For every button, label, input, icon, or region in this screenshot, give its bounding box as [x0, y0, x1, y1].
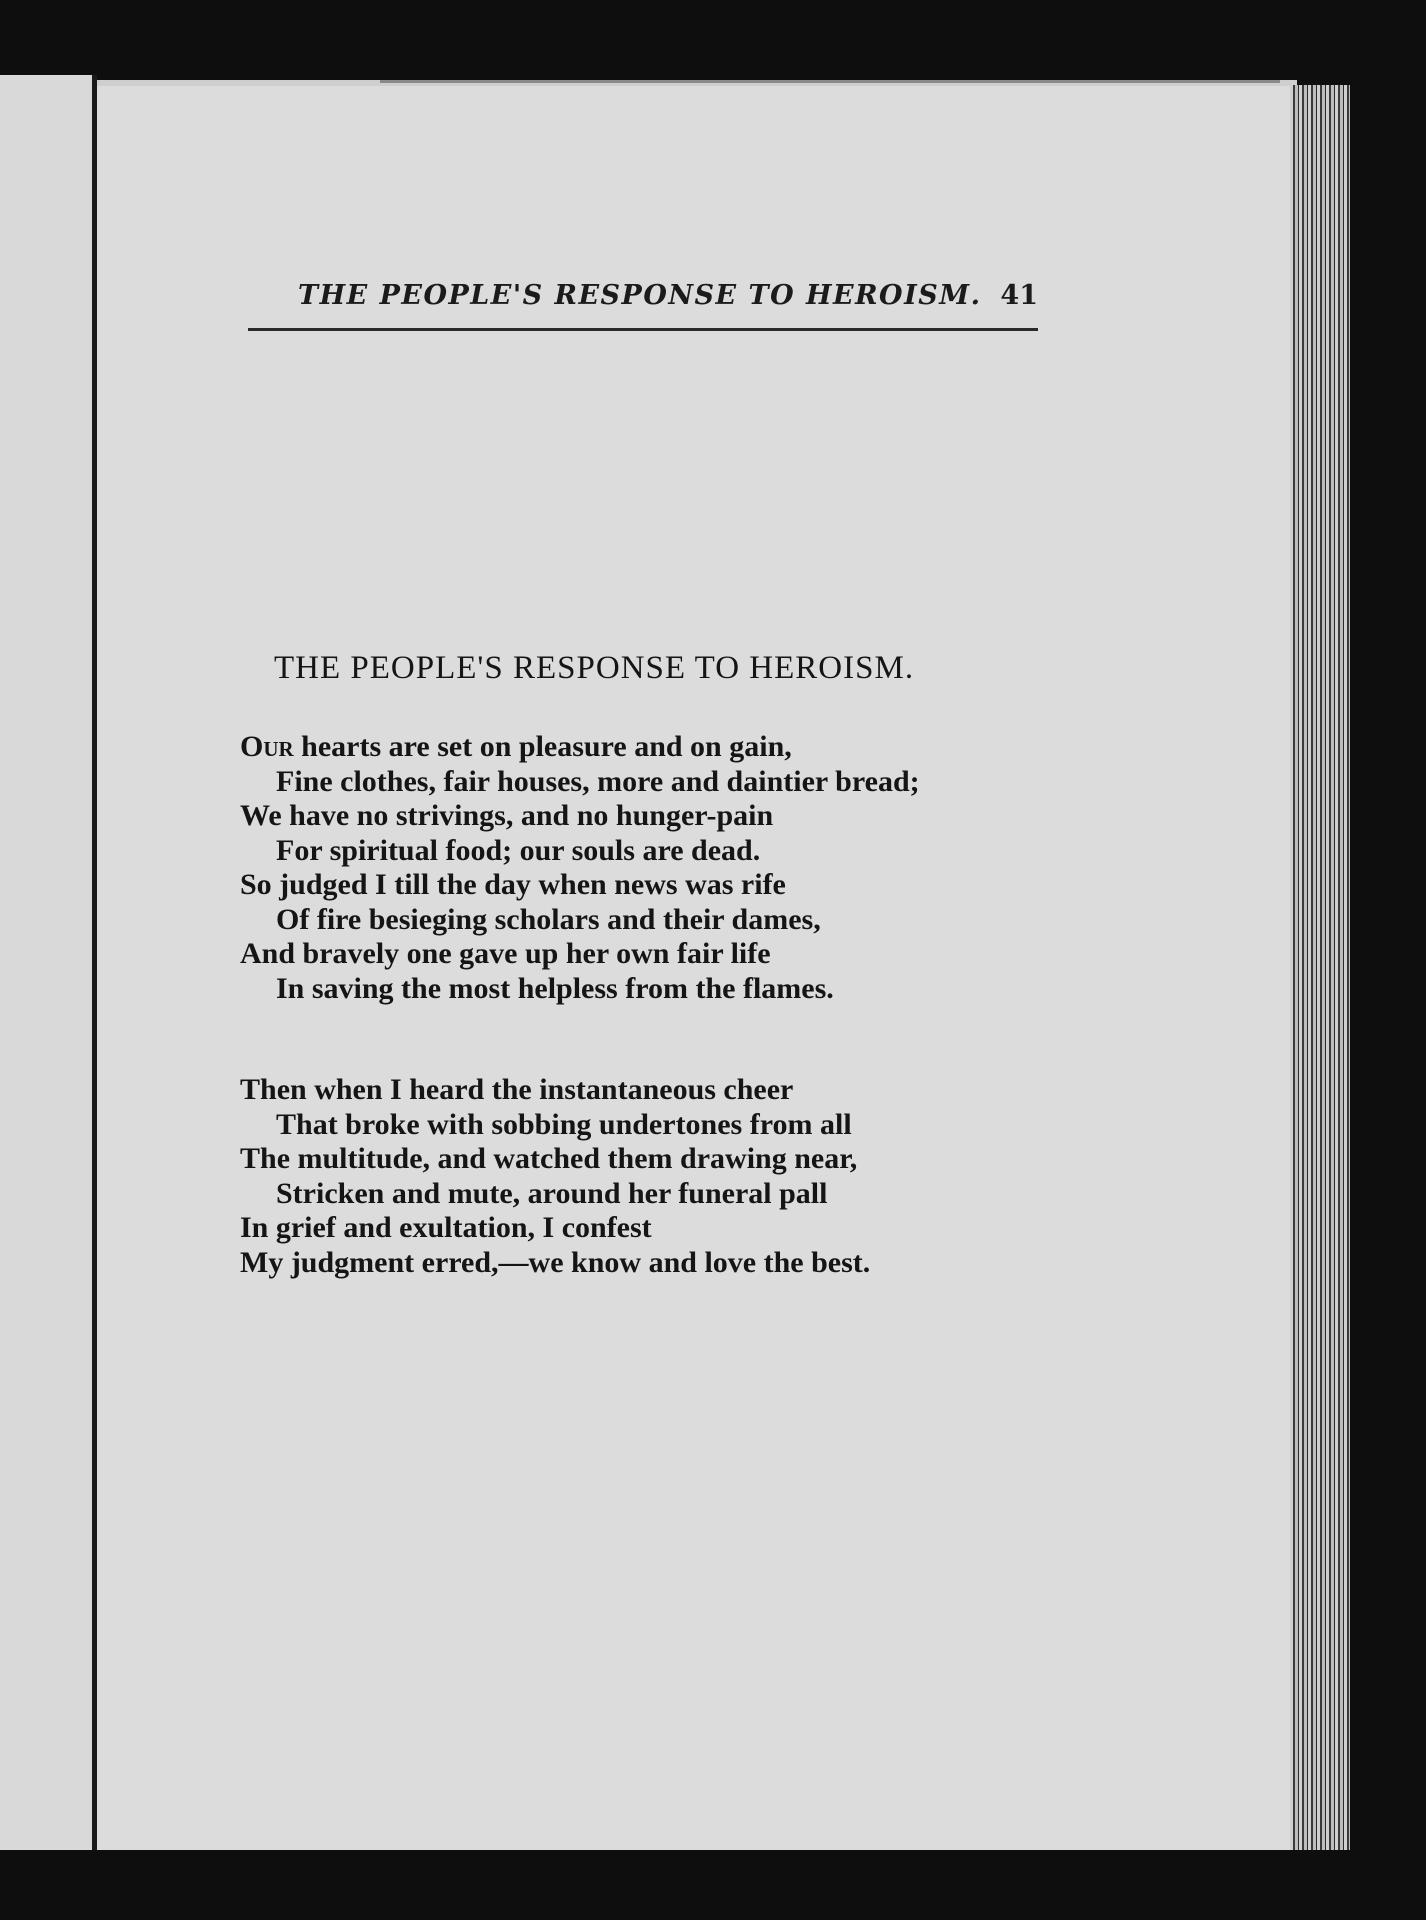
scan-bottom-border	[0, 1850, 1426, 1920]
poem-line: In grief and exultation, I confest	[240, 1211, 652, 1244]
page-number: 41	[1000, 280, 1038, 311]
poem-line: Then when I heard the instantaneous cheer	[240, 1073, 794, 1106]
poem-line: Stricken and mute, around her funeral pall	[276, 1176, 828, 1210]
poem-line: My judgment erred,—we know and love the best.	[240, 1245, 871, 1279]
poem-line: In saving the most helpless from the flames.	[276, 971, 834, 1005]
stanza-1	[240, 730, 920, 1006]
facing-page-edge	[0, 75, 95, 1855]
stanza-2	[240, 1073, 870, 1280]
poem-line: So judged I till the day when news was rife	[240, 868, 786, 901]
poem-line	[240, 730, 920, 765]
poem-line: Of fire besieging scholars and their dames,	[276, 902, 821, 936]
poem-line: And bravely one gave up her own fair life	[240, 937, 771, 970]
page-edges-stack	[1290, 85, 1350, 1855]
running-head-title: THE PEOPLE'S RESPONSE TO HEROISM.	[298, 280, 982, 311]
poem-line: Fine clothes, fair houses, more and daintier bread;	[276, 764, 920, 798]
poem-line: We have no strivings, and no hunger-pain	[240, 799, 774, 832]
poem-initial-word: Our	[240, 730, 294, 763]
poem-line-text: hearts are set on pleasure and on gain,	[293, 730, 792, 763]
poem-line: That broke with sobbing undertones from all	[276, 1107, 852, 1141]
poem-title: THE PEOPLE'S RESPONSE TO HEROISM.	[274, 650, 915, 686]
page-top-edge	[380, 80, 1280, 83]
running-head-rule	[248, 328, 1038, 331]
poem-line: The multitude, and watched them drawing near,	[240, 1142, 858, 1175]
poem-line: For spiritual food; our souls are dead.	[276, 833, 761, 867]
running-head	[248, 280, 1038, 334]
